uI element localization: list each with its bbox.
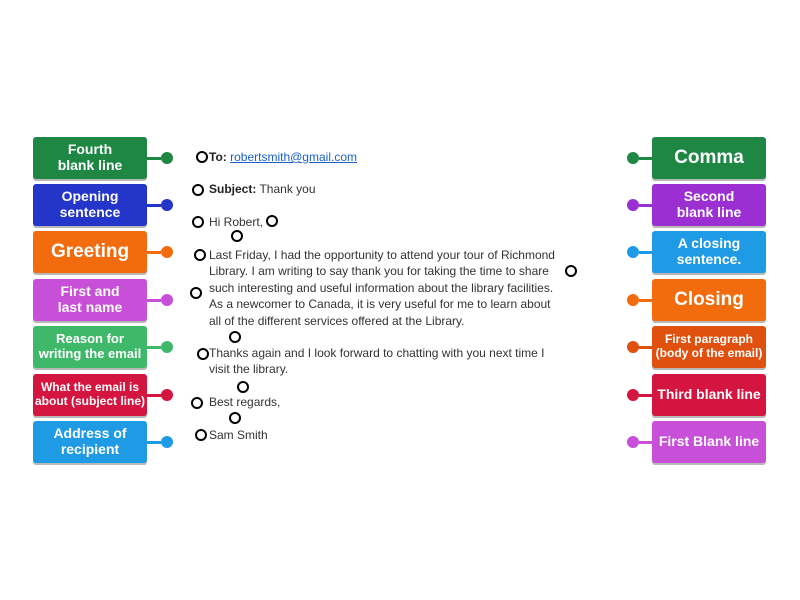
connector-line [147,299,161,302]
label-opening-sentence[interactable]: Opening sentence [33,184,147,226]
label-second-blank-line[interactable]: Second blank line [652,184,766,226]
label-greeting[interactable]: Greeting [33,231,147,273]
connector-knob [161,341,173,353]
to-line [209,150,357,164]
subject-value: Thank you [259,182,316,196]
drop-target-first-blank[interactable] [231,230,243,242]
subject-line [209,182,316,196]
connector-line [147,441,161,444]
paragraph-line: Library. I am writing to say thank you for taking the time to share [209,264,549,279]
connector-line [639,346,653,349]
drop-target-second-blank[interactable] [229,331,241,343]
connector-knob [161,294,173,306]
drop-target-fourth-blank[interactable] [229,412,241,424]
connector-line [147,346,161,349]
connector-knob [627,246,639,258]
drop-target-to[interactable] [196,151,208,163]
subject-label: Subject: [209,182,257,196]
label-third-blank-line[interactable]: Third blank line [652,374,766,416]
drop-target-closing[interactable] [191,397,203,409]
connector-knob [627,199,639,211]
connector-line [147,394,161,397]
drop-target-closing-sentence[interactable] [197,348,209,360]
drop-target-greeting[interactable] [192,216,204,228]
connector-line [639,394,653,397]
closing-sentence-line: visit the library. [209,362,289,377]
drop-target-paragraph-right[interactable] [565,265,577,277]
connector-knob [627,152,639,164]
connector-line [639,157,653,160]
paragraph-line: As a newcomer to Canada, it is very useful for me to learn about [209,297,551,312]
connector-knob [627,389,639,401]
greeting-line: Hi Robert, [209,215,264,229]
connector-line [639,441,653,444]
label-first-paragraph[interactable]: First paragraph (body of the email) [652,326,766,368]
label-first-blank-line[interactable]: First Blank line [652,421,766,463]
drop-target-paragraph-start[interactable] [194,249,206,261]
drop-target-comma[interactable] [266,215,278,227]
drop-target-subject[interactable] [192,184,204,196]
paragraph-line: such interesting and useful information about the library facilities. [209,280,554,295]
label-first-and-last-name[interactable]: First and last name [33,279,147,321]
connector-knob [161,389,173,401]
connector-knob [161,436,173,448]
connector-knob [627,341,639,353]
signature-line: Sam Smith [209,428,268,442]
label-address-of-recipient[interactable]: Address of recipient [33,421,147,463]
drop-target-signature[interactable] [195,429,207,441]
closing-sentence-line: Thanks again and I look forward to chatting with you next time I [209,346,545,360]
to-email-link[interactable]: robertsmith@gmail.com [230,150,357,164]
connector-line [639,251,653,254]
label-comma[interactable]: Comma [652,137,766,179]
label-subject-line[interactable]: What the email is about (subject line) [33,374,147,416]
label-fourth-blank-line[interactable]: Fourth blank line [33,137,147,179]
connector-knob [161,152,173,164]
label-closing[interactable]: Closing [652,279,766,321]
connector-knob [161,199,173,211]
drop-target-third-blank[interactable] [237,381,249,393]
connector-knob [161,246,173,258]
closing-sentence [209,345,545,378]
paragraph-line: all of the different services offered at the Library. [209,313,465,328]
closing-line: Best regards, [209,395,281,409]
body-paragraph [209,247,555,329]
drop-target-paragraph-left[interactable] [190,287,202,299]
label-closing-sentence[interactable]: A closing sentence. [652,231,766,273]
to-label: To: [209,150,227,164]
connector-line [147,204,161,207]
connector-knob [627,436,639,448]
connector-line [639,299,653,302]
label-reason-for-writing[interactable]: Reason for writing the email [33,326,147,368]
connector-line [639,204,653,207]
connector-line [147,157,161,160]
connector-line [147,251,161,254]
paragraph-line: Last Friday, I had the opportunity to attend your tour of Richmond [209,248,555,262]
connector-knob [627,294,639,306]
